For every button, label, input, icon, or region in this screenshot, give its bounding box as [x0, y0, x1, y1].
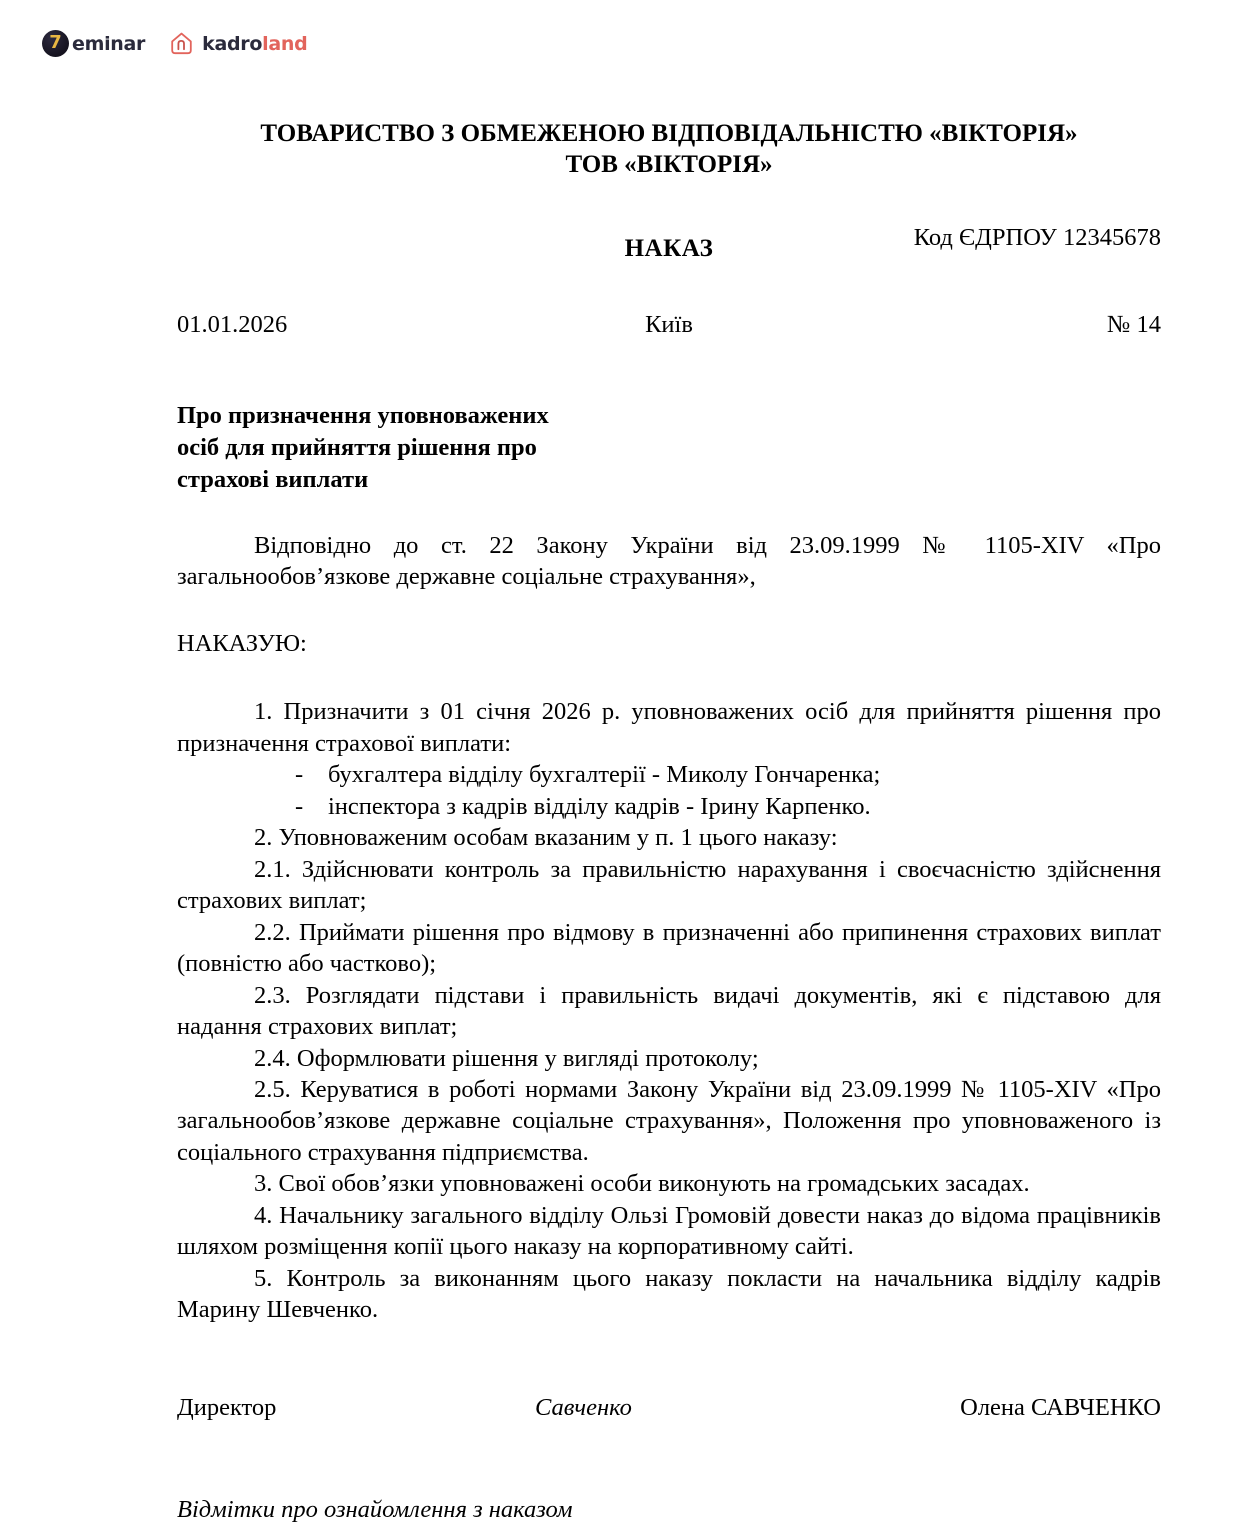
appointee-bullet-list [177, 759, 1161, 822]
document-subject [177, 400, 597, 496]
document-number: № 14 [1106, 311, 1161, 339]
signatory-name: Олена САВЧЕНКО [960, 1393, 1161, 1421]
signatory-role: Директор [177, 1393, 277, 1421]
organization-title [177, 118, 1161, 181]
document-subject-line2: осіб для прийняття рішення про [177, 434, 537, 462]
clause-item: 2.2. Приймати рішення про відмову в призначенні або припинення страхових виплат (повністю або частково); [177, 918, 1161, 978]
signature-row [177, 1393, 1161, 1423]
list-item [177, 759, 1161, 790]
clause-item: 3. Свої обов’язки уповноважені особи виконують на громадських засадах. [254, 1170, 1030, 1198]
logo-7eminar[interactable] [42, 30, 145, 57]
list-item-label: бухгалтера відділу бухгалтерії - Миколу Гончаренка; [328, 761, 881, 789]
document-subject-line1: Про призначення уповноважених [177, 402, 549, 430]
clause-item: 2.1. Здійснювати контроль за правильністю нарахування і своєчасністю здійснення страхових виплат; [177, 855, 1161, 915]
logo-kadroland-label-dark: kadro [202, 32, 263, 55]
clause-item: 2.3. Розглядати підстави і правильність видачі документів, які є підставою для надання страхових виплат; [177, 981, 1161, 1041]
clause-item: 1. Призначити з 01 січня 2026 р. уповноважених осіб для прийняття рішення про призначення страхової виплати: [177, 698, 1161, 757]
clause-item: 2.5. Керуватися в роботі нормами Закону України від 23.09.1999 № 1105-XIV «Про загальнообов’язкове державне соціальне страхування», Положення про уповноваженого із соціального страхування підприємства. [177, 1076, 1161, 1166]
seven-glyph: 7 [49, 31, 62, 53]
clause-item: 5. Контроль за виконанням цього наказу покласти на начальника відділу кадрів Марину Шевченко. [177, 1264, 1161, 1324]
list-item-label: інспектора з кадрів відділу кадрів - Ірину Карпенко. [328, 792, 871, 820]
bullet-dash: - [295, 761, 304, 789]
document-meta-row [177, 310, 1161, 340]
clause-list [177, 696, 1161, 1325]
acknowledgement-note: Відмітки про ознайомлення з наказом [177, 1495, 573, 1523]
document-date: 01.01.2026 [177, 311, 288, 339]
clause-item: 4. Начальнику загального відділу Ользі Громовій довести наказ до відома працівників шляхом розміщення копії цього наказу на корпоративному сайті. [177, 1201, 1161, 1261]
document-type-heading: НАКАЗ [624, 235, 714, 262]
document-city: Київ [645, 311, 693, 339]
document-body [177, 0, 1161, 1525]
clause-item: 2.4. Оформлювати рішення у вигляді протоколу; [254, 1044, 759, 1072]
edrpou-code: Код ЄДРПОУ 12345678 [913, 223, 1161, 251]
command-word: НАКАЗУЮ: [177, 629, 307, 657]
signature-mark: Савченко [535, 1393, 632, 1421]
seven-circle-icon [42, 30, 69, 57]
logo-7eminar-label: eminar [72, 32, 146, 55]
logo-kadroland-label-accent: land [262, 32, 308, 55]
clause-item: 2. Уповноваженим особам вказаним у п. 1 цього наказу: [254, 824, 838, 852]
organization-title-line2: ТОВ «ВІКТОРІЯ» [565, 151, 773, 179]
list-item [177, 791, 1161, 822]
bullet-dash: - [295, 792, 304, 820]
document-subject-line3: страхові виплати [177, 465, 369, 493]
organization-title-line1: ТОВАРИСТВО З ОБМЕЖЕНОЮ ВІДПОВІДАЛЬНІСТЮ «ВІКТОРІЯ» [260, 120, 1078, 147]
preamble-paragraph: Відповідно до ст. 22 Закону України від 23.09.1999 № 1105-XIV «Про загальнообов’язкове державне соціальне страхування», [177, 531, 1161, 591]
